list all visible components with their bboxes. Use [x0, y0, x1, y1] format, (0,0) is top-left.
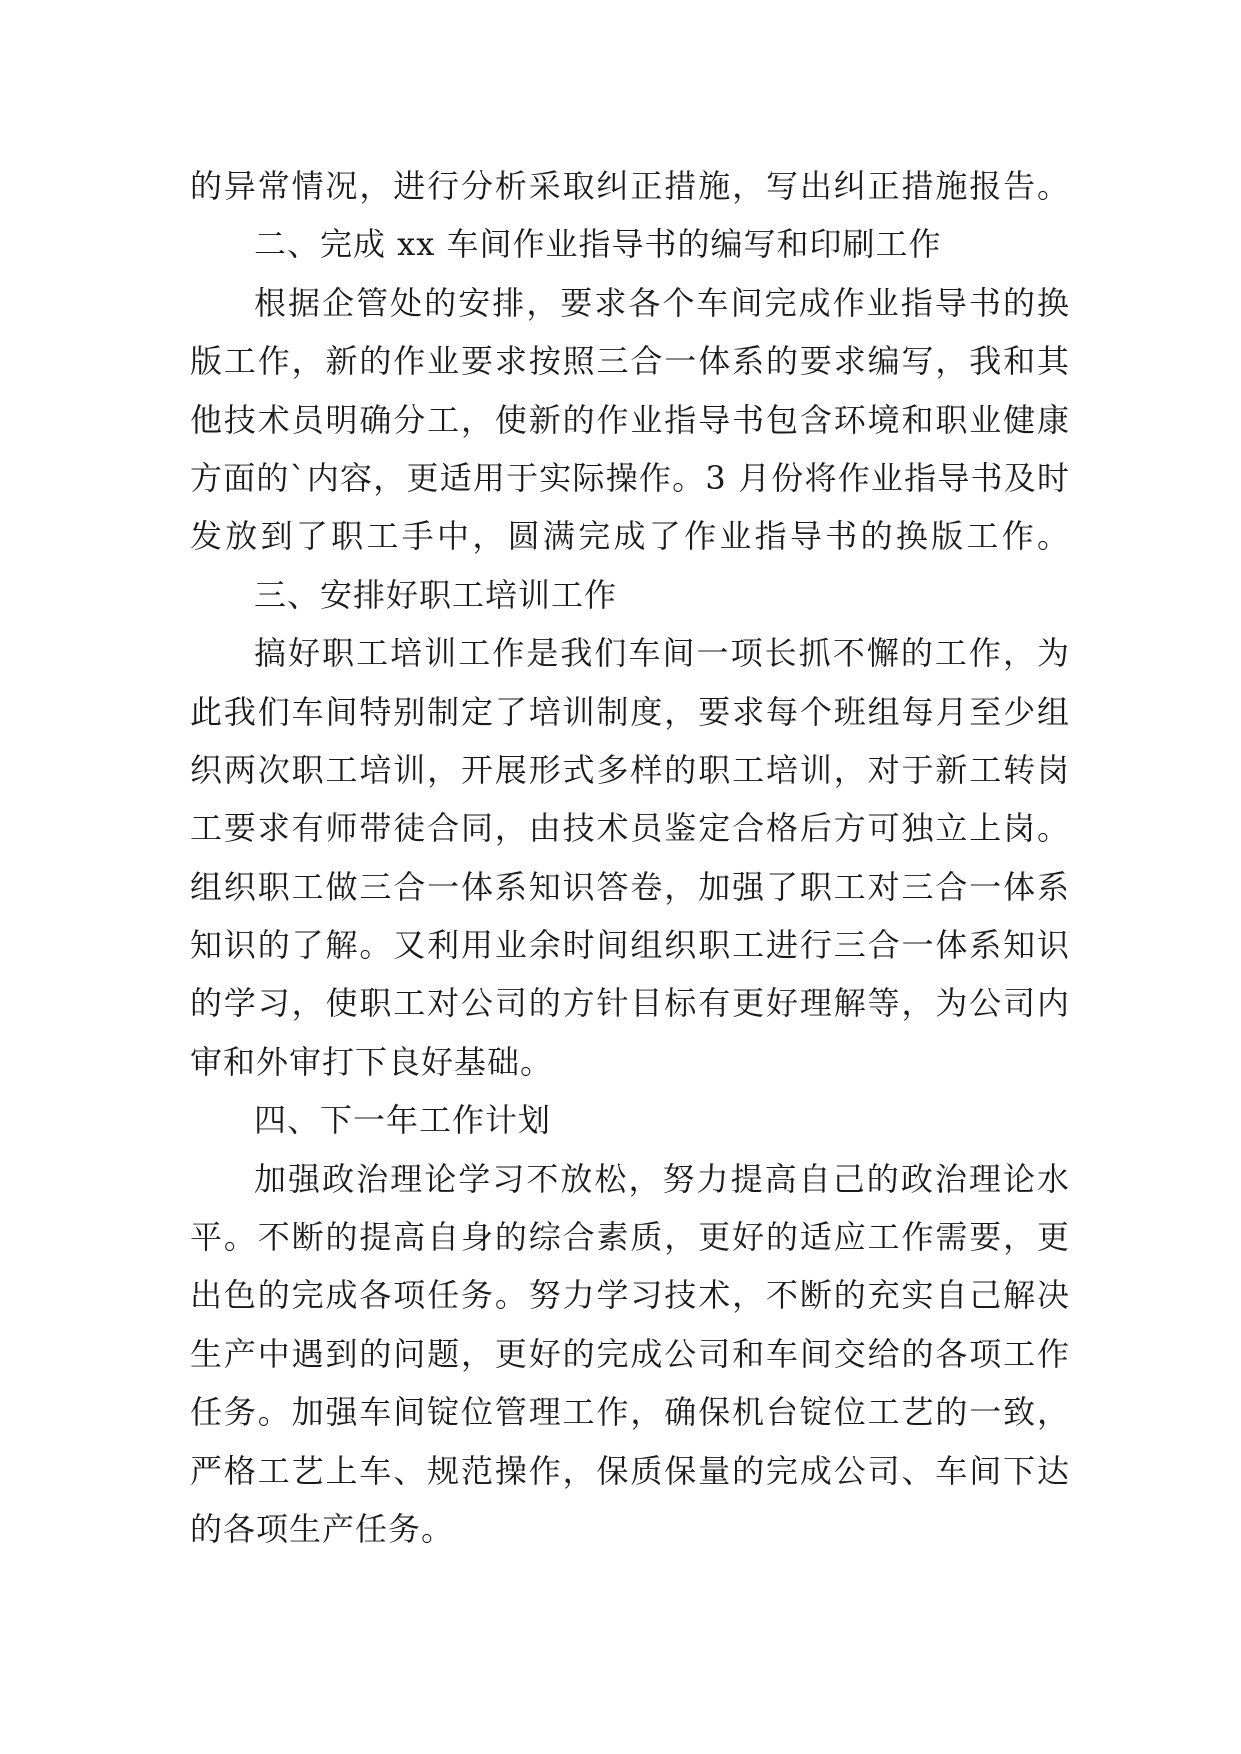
- paragraph-4-line: 任务。加强车间锭位管理工作，确保机台锭位工艺的一致，: [190, 1393, 1070, 1432]
- body-line: 的异常情况，进行分析采取纠正措施，写出纠正措施报告。: [190, 167, 1070, 205]
- section-heading-3: 三、安排好职工培训工作: [254, 575, 618, 614]
- paragraph-3-line: 审和外审打下良好基础。: [190, 1042, 554, 1081]
- paragraph-4-line: 加强政治理论学习不放松，努力提高自己的政治理论水: [254, 1159, 1070, 1198]
- paragraph-3-line: 知识的了解。又利用业余时间组织职工进行三合一体系知识: [190, 926, 1070, 965]
- document-body: [190, 157, 1070, 1558]
- paragraph-3-line: 织两次职工培训，开展形式多样的职工培训，对于新工转岗: [190, 750, 1070, 789]
- paragraph-2-line: 方面的`内容，更适用于实际操作。3 月份将作业指导书及时: [190, 458, 1070, 497]
- paragraph-4-line: 严格工艺上车、规范操作，保质保量的完成公司、车间下达: [190, 1451, 1070, 1490]
- paragraph-4-line: 的各项生产任务。: [190, 1509, 455, 1548]
- paragraph-4-line: 生产中遇到的问题，更好的完成公司和车间交给的各项工作: [190, 1334, 1070, 1373]
- paragraph-2-line: 他技术员明确分工，使新的作业指导书包含环境和职业健康: [190, 400, 1070, 439]
- paragraph-3-line: 此我们车间特别制定了培训制度，要求每个班组每月至少组: [190, 692, 1070, 731]
- section-heading-4: 四、下一年工作计划: [254, 1101, 552, 1140]
- section-heading-2: 二、完成 xx 车间作业指导书的编写和印刷工作: [254, 225, 942, 264]
- paragraph-2-line: 根据企管处的安排，要求各个车间完成作业指导书的换: [254, 283, 1070, 322]
- paragraph-3-line: 搞好职工培训工作是我们车间一项长抓不懈的工作，为: [254, 634, 1070, 673]
- paragraph-3-line: 组织职工做三合一体系知识答卷，加强了职工对三合一体系: [190, 867, 1070, 906]
- paragraph-2-line: 发放到了职工手中，圆满完成了作业指导书的换版工作。: [190, 517, 1070, 556]
- paragraph-3-line: 的学习，使职工对公司的方针目标有更好理解等，为公司内: [190, 984, 1070, 1023]
- paragraph-3-line: 工要求有师带徒合同，由技术员鉴定合格后方可独立上岗。: [190, 809, 1070, 848]
- paragraph-4-line: 平。不断的提高自身的综合素质，更好的适应工作需要，更: [190, 1218, 1070, 1257]
- paragraph-2-line: 版工作，新的作业要求按照三合一体系的要求编写，我和其: [190, 342, 1070, 381]
- paragraph-4-line: 出色的完成各项任务。努力学习技术，不断的充实自己解决: [190, 1276, 1070, 1315]
